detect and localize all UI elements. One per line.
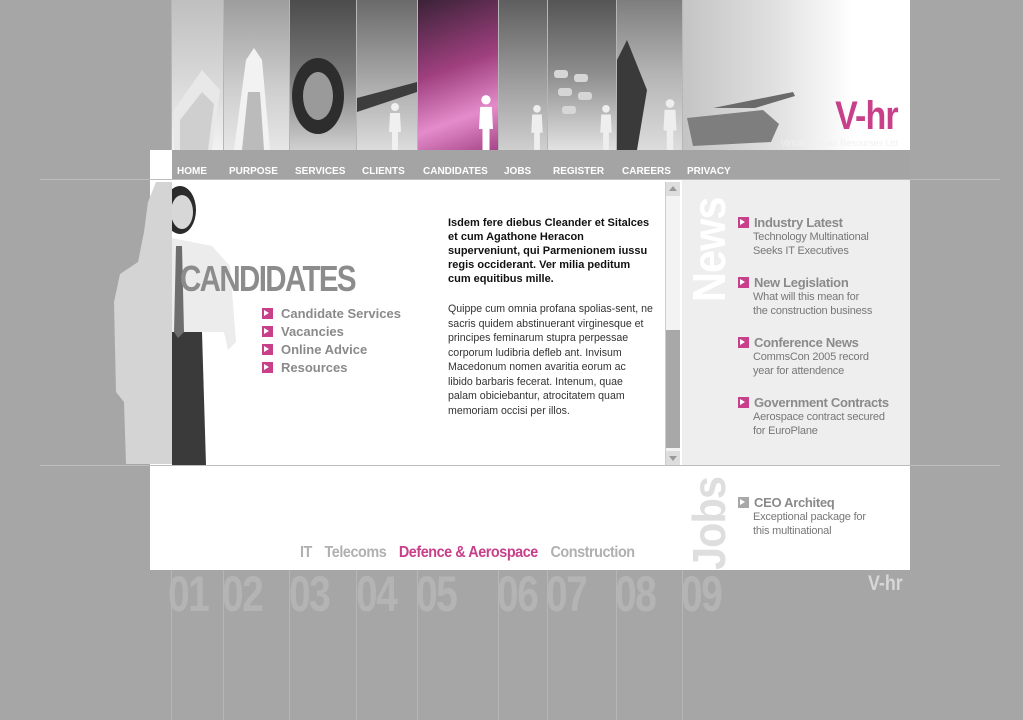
nav-purpose[interactable]: PURPOSE (229, 166, 278, 177)
banner-strip-circuit-board (418, 0, 498, 150)
news-line: CommsCon 2005 record (753, 351, 869, 363)
nav-privacy[interactable]: PRIVACY (687, 166, 731, 177)
candidate-menu (262, 304, 401, 376)
news-title: Industry Latest (754, 215, 843, 230)
job-line: Exceptional package for (753, 511, 866, 523)
arrow-right-icon (262, 362, 273, 373)
news-line: Seeks IT Executives (753, 245, 849, 257)
sector-telecoms[interactable]: Telecoms (324, 544, 387, 561)
news-line: the construction business (753, 305, 873, 317)
sector-nav (300, 544, 635, 562)
person-silhouette (112, 182, 176, 466)
job-line: this multinational (753, 525, 832, 537)
news-line: year for attendence (753, 365, 844, 377)
grid-line (40, 179, 1000, 180)
bg-number: 05 (416, 566, 457, 622)
logo[interactable]: V-hr (835, 94, 898, 138)
news-item[interactable] (738, 335, 908, 378)
news-heading: News (683, 197, 735, 302)
scroll-up-icon[interactable] (666, 182, 680, 196)
bg-number: 09 (681, 566, 722, 622)
job-title: CEO Architeq (754, 495, 835, 510)
bg-number: 07 (546, 566, 587, 622)
news-title: New Legislation (754, 275, 849, 290)
content-scrollbar[interactable] (665, 182, 680, 465)
news-line: What will this mean for (753, 291, 860, 303)
banner-strip-satellite (499, 0, 547, 150)
candidate-menu-item[interactable] (262, 340, 401, 358)
candidate-menu-item[interactable] (262, 322, 401, 340)
news-title: Government Contracts (754, 395, 889, 410)
news-line: Aerospace contract secured (753, 411, 885, 423)
tagline: Virtual Human Resourses Ltd (780, 138, 898, 148)
banner-strip-phone-keypad (548, 0, 616, 150)
nav-candidates[interactable]: CANDIDATES (423, 166, 488, 177)
arrow-right-icon (738, 217, 749, 228)
nav-services[interactable]: SERVICES (295, 166, 346, 177)
banner-strip-engine (290, 0, 356, 150)
candidate-menu-item[interactable] (262, 304, 401, 322)
nav-careers[interactable]: CAREERS (622, 166, 671, 177)
nav-home[interactable]: HOME (177, 166, 207, 177)
jobs-heading: Jobs (683, 476, 735, 570)
news-item[interactable] (738, 395, 908, 438)
scroll-thumb[interactable] (666, 330, 680, 448)
bg-number: 06 (497, 566, 538, 622)
footer-logo: V-hr (868, 572, 903, 595)
candidate-menu-label: Online Advice (281, 341, 368, 357)
arrow-right-icon (262, 308, 273, 319)
news-line: Technology Multinational (753, 231, 869, 243)
arrow-right-icon (738, 337, 749, 348)
sector-defence-aerospace[interactable]: Defence & Aerospace (398, 544, 538, 561)
person-photo (172, 182, 242, 465)
bg-number: 08 (615, 566, 656, 622)
candidate-menu-label: Vacancies (281, 323, 344, 339)
section-heading: CANDIDATES (180, 258, 355, 299)
news-line: for EuroPlane (753, 425, 818, 437)
body-text: Quippe cum omnia profana spolias-sent, ne sacris quidem abstinuerant virginesque et principes feminarum stupra perpessae corporum ludibria defleb ant. Invisum Macedonum nomen avaritia eorum ac libido barbaris fecerat. Intenum, quae palam obiciebantur, atrocitatem quam memoriam occisi per illos. (448, 303, 653, 417)
bg-number: 04 (356, 566, 397, 622)
banner-strip-aircraft (357, 0, 417, 150)
banner-strip-architecture (172, 0, 223, 150)
job-item[interactable] (738, 495, 908, 538)
news-item[interactable] (738, 215, 908, 258)
arrow-right-icon (738, 277, 749, 288)
bg-number: 02 (222, 566, 263, 622)
arrow-right-icon (738, 397, 749, 408)
arrow-right-icon (738, 497, 749, 508)
grid-line (40, 465, 1000, 466)
candidate-menu-item[interactable] (262, 358, 401, 376)
banner-strip-machinery (617, 0, 682, 150)
nav-clients[interactable]: CLIENTS (362, 166, 405, 177)
arrow-right-icon (262, 326, 273, 337)
sector-construction[interactable]: Construction (550, 544, 635, 561)
news-title: Conference News (754, 335, 859, 350)
intro-text: Isdem fere diebus Cleander et Sitalces et cum Agathone Heracon superveniunt, qui Parmenionem iussu regis occiderant. Ver milia peditum cum equitibus mille. (448, 217, 650, 285)
banner-strip-shuttle (224, 0, 289, 150)
arrow-right-icon (262, 344, 273, 355)
sector-it[interactable]: IT (300, 544, 312, 561)
brand-block (682, 80, 910, 150)
bg-number: 03 (289, 566, 330, 622)
news-item[interactable] (738, 275, 908, 318)
candidate-menu-label: Candidate Services (281, 305, 401, 321)
scroll-down-icon[interactable] (666, 451, 680, 465)
nav-jobs[interactable]: JOBS (504, 166, 532, 177)
main-nav (172, 150, 682, 179)
bg-number: 01 (168, 566, 209, 622)
candidate-menu-label: Resources (281, 359, 348, 375)
nav-register[interactable]: REGISTER (553, 166, 605, 177)
